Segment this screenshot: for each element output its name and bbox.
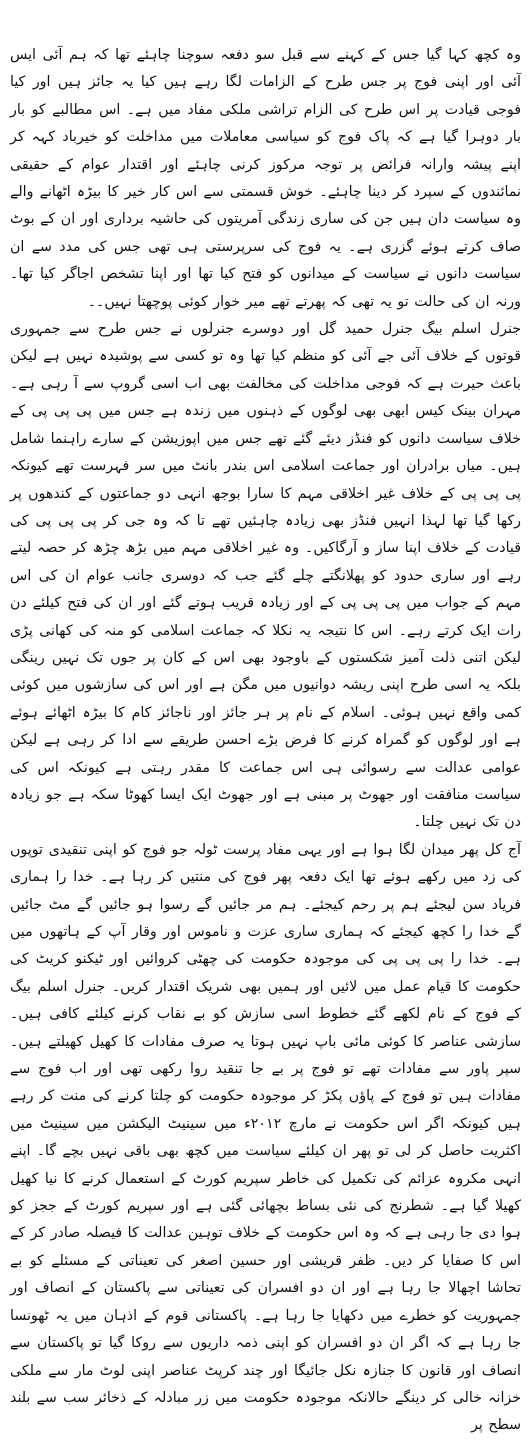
article-paragraph-1: وہ کچھ کہا گیا جس کے کہنے سے قبل سو دفعہ سوچنا چاہئے تھا کہ ہم آئی ایس آئی اور اپنی فوج پر جس طرح کے الزامات لگا رہے ہیں کیا یہ جائز ہیں اور کیا فوجی قیادت پر اس طرح کی الزام تراشی ملکی مفاد میں ہے۔ اس مطالبے کو بار بار دوہرا گیا ہے کہ پاک فوج کو سیاسی معاملات میں مداخلت کو خیرباد کہہ کر اپنے پیشہ وارانہ فرائض پر توجہ مرکوز کرنی چاہئے اور اقتدار عوام کے حقیقی نمائندوں کے سپرد کر دینا چاہئے۔ خوش قسمتی سے اس کار خیر کا بیڑہ اٹھانے والے وہ سیاست دان ہیں جن کی ساری زندگی آمریتوں کی حاشیہ برداری اور ان کے بوٹ صاف کرتے ہوئے گزری ہے۔ یہ فوج کی سرپرستی ہی تھی جس کی مدد سے ان سیاست دانوں نے سیاست کے میدانوں کو فتح کیا تھا اور اپنا تشخص اجاگر کیا تھا۔ ورنہ ان کی حالت تو یہ تھی کہ پھرتے تھے میر خوار کوئی پوچھتا نہیں۔۔	[10, 47, 521, 310]
urdu-article-column	[10, 42, 521, 1440]
article-paragraph-3: آج کل پھر میدان لگا ہوا ہے اور یہی مفاد پرست ٹولہ جو فوج کو اپنی تنقیدی توپوں کی زد میں رکھے ہوئے تھا ایک دفعہ پھر فوج کی منتیں کر رہا ہے۔ خدا را ہماری فریاد سن لیجئے ہم پر رحم کیجئے۔ ہم مر جائیں گے رسوا ہو جائیں گے مٹ جائیں گے خدا را کچھ کیجئے کہ ہماری ساری عزت و ناموس اور وقار آپ کے ہاتھوں میں ہے۔ خدا را پی پی پی کی موجودہ حکومت کی چھٹی کروائیں اور ٹیکنو کریٹ کی حکومت کا قیام عمل میں لائیں اور ہمیں بھی شریک اقتدار کریں۔ جنرل اسلم بیگ کے فوج کے نام لکھے گئے خطوط اسی سازش کو بے نقاب کرنے کیلئے کافی ہیں۔ سازشی عناصر کا کوئی مائی باپ نہیں ہوتا یہ صرف مفادات کا کھیل کھیلتے ہیں۔ سپر پاور سے مفادات تھے تو فوج پر بے جا تنقید روا رکھی تھی اور اب فوج سے مفادات ہیں تو فوج کے پاؤں پکڑ کر موجودہ حکومت کو چلتا کرنے کی منت کر رہے ہیں کیونکہ اگر اس حکومت نے مارچ ۲۰۱۲ء میں سینیٹ الیکشن میں سینیٹ میں اکثریت حاصل کر لی تو پھر ان کیلئے سیاست میں کچھ بھی باقی نہیں بچے گا۔ اپنے انہی مکروہ عزائم کی تکمیل کی خاطر سپریم کورٹ کے استعمال کرنے کا نیا کھیل کھیلا گیا ہے۔ شطرنج کی نئی بساط بچھائی گئی ہے اور سپریم کورٹ کے ججز کو ہوا دی جا رہی ہے کہ وہ اس حکومت کے خلاف توہین عدالت کا فیصلہ صادر کر کے اس کا صفایا کر دیں۔ ظفر قریشی اور حسین اصغر کی تعیناتی کے مسئلے کو بے تحاشا اچھالا جا رہا ہے اور ان دو افسران کی تعیناتی سے پاکستان کے انصاف اور جمہوریت کو خطرے میں دکھایا جا رہا ہے۔ پاکستانی قوم کے اذہان میں یہ ٹھونسا جا رہا ہے کہ اگر ان دو افسران کو اپنی ذمہ داریوں سے روکا گیا تو پاکستان سے انصاف اور قانون کا جنازہ نکل جائیگا اور چند کرپٹ عناصر اپنی لوٹ مار سے ملکی خزانہ خالی کر دینگے حالانکہ موجودہ حکومت میں زر مبادلہ کے ذخائر سب سے بلند سطح پر	[10, 841, 521, 1434]
article-paragraph-2: جنرل اسلم بیگ جنرل حمید گل اور دوسرے جنرلوں نے جس طرح سے جمہوری قوتوں کے خلاف آئی جے آئی کو منظم کیا تھا وہ تو کسی سے پوشیدہ نہیں ہے لیکن باعث حیرت ہے کہ فوجی مداخلت کی مخالفت بھی اب اسی گروپ سے آ رہی ہے۔ مہران بینک کیس ابھی بھی لوگوں کے ذہنوں میں زندہ ہے جس میں پی پی پی کے خلاف سیاست دانوں کو فنڈز دیئے گئے تھے جس میں اپوزیشن کے سارے راہنما شامل ہیں۔ میاں برادران اور جماعت اسلامی اس بندر بانٹ میں سر فہرست تھے کیونکہ پی پی پی کے خلاف غیر اخلاقی مہم کا سارا بوجھ انہی دو جماعتوں کے کندھوں پر رکھا گیا تھا لہذا انہیں فنڈز بھی زیادہ چاہئیں تھے تا کہ وہ جی کر پی پی پی کی قیادت کے خلاف اپنا ساز و آرگاکیں۔ وہ غیر اخلاقی مہم میں بڑھ چڑھ کر حصہ لیتے رہے اور ساری حدود کو پھلانگتے چلے گئے جب کہ دوسری جانب عوام ان کی اس مہم کے جواب میں پی پی پی کے اور زیادہ قریب ہوتے گئے اور ان کی فتح کیلئے دن رات ایک کرتے رہے۔ اس کا نتیجہ یہ نکلا کہ جماعت اسلامی کو منہ کی کھانی پڑی لیکن اتنی ذلت آمیز شکستوں کے باوجود بھی اس کے کان پر جوں تک نہیں رینگی بلکہ یہ اسی طرح اپنی ریشہ دوانیوں میں مگن ہے اور اس کی سازشوں میں کوئی کمی واقع نہیں ہوئی۔ اسلام کے نام پر ہر جائز اور ناجائز کام کا بیڑہ اٹھائے ہوئے ہے اور لوگوں کو گمراہ کرنے کا فرض بڑے احسن طریقے سے ادا کر رہی ہے لیکن عوامی عدالت سے رسوائی ہی اس جماعت کا مقدر رہتی ہے کیونکہ اس کی سیاست منافقت اور جھوٹ پر مبنی ہے اور جھوٹ ایک ایسا کھوٹا سکہ ہے جو زیادہ دن تک نہیں چلتا۔	[10, 321, 521, 831]
